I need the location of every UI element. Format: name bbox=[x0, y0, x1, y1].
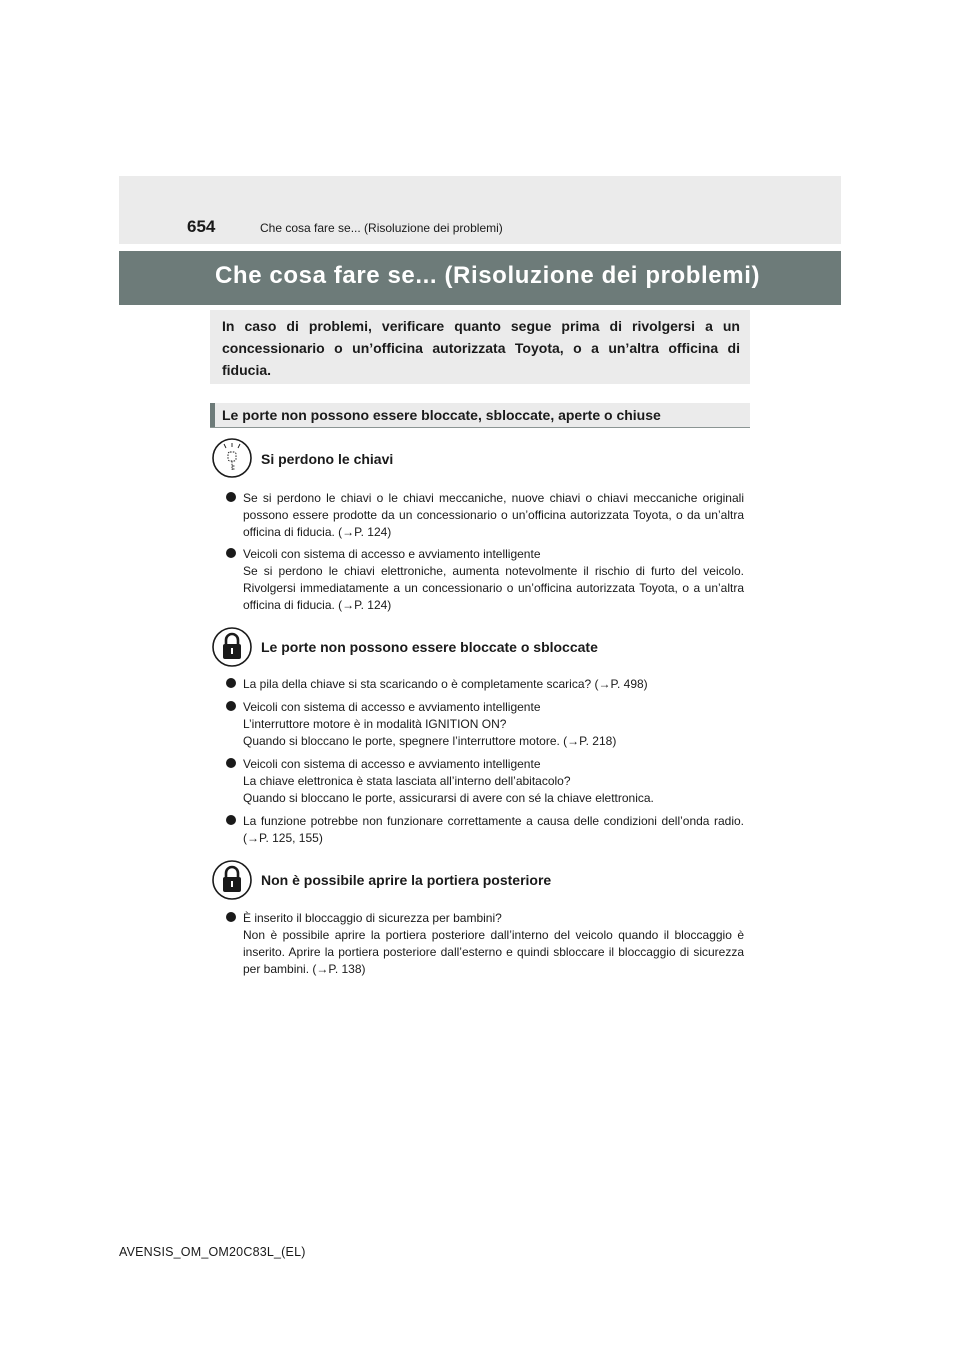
bullet-text: Quando si bloccano le porte, spegnere l’interruttore motore. (→P. 218) bbox=[243, 734, 617, 748]
bullet-text: Se si perdono le chiavi o le chiavi meccaniche, nuove chiavi o chiavi meccaniche originali possono essere prodotte da un concessionario o un’officina autorizzata Toyota, o da un’altra officina di fiducia. (→P. 124) bbox=[243, 491, 744, 539]
bullet-icon bbox=[226, 548, 236, 558]
padlock-icon bbox=[212, 860, 252, 900]
document-code: AVENSIS_OM_OM20C83L_(EL) bbox=[119, 1245, 306, 1259]
bullet-icon bbox=[226, 758, 236, 768]
subsection-title: Le porte non possono essere bloccate o sbloccate bbox=[261, 639, 598, 655]
bullet-icon bbox=[226, 815, 236, 825]
bullet-text: È inserito il bloccaggio di sicurezza per bambini? bbox=[243, 911, 502, 925]
running-title: Che cosa fare se... (Risoluzione dei problemi) bbox=[260, 221, 503, 235]
bullet-text: Se si perdono le chiavi elettroniche, aumenta notevolmente il rischio di furto del veicolo. Rivolgersi immediatamente a un concessionario o un’officina autorizzata Toyota, o a un’altra officina di fiducia. (→P. 124) bbox=[243, 564, 744, 612]
section-heading bbox=[210, 403, 750, 428]
subsection-title: Non è possibile aprire la portiera posteriore bbox=[261, 872, 552, 888]
intro-box bbox=[210, 310, 750, 384]
page-number: 654 bbox=[187, 217, 216, 236]
section-accent bbox=[210, 403, 215, 427]
bullet-text: La funzione potrebbe non funzionare correttamente a causa delle condizioni dell’onda radio. (→P. 125, 155) bbox=[243, 814, 744, 845]
bullet-icon bbox=[226, 492, 236, 502]
bullet-text: Veicoli con sistema di accesso e avviamento intelligente bbox=[243, 757, 541, 771]
bullet-text: Non è possibile aprire la portiera posteriore dall’interno del veicolo quando il bloccaggio è inserito. Aprire la portiera posteriore dall’esterno e quindi sbloccare il bloccaggio di sicurezza per bambini. (→P. 138) bbox=[243, 928, 744, 976]
title-band bbox=[119, 251, 841, 305]
bullet-text: Veicoli con sistema di accesso e avviamento intelligente bbox=[243, 700, 541, 714]
bullet-icon bbox=[226, 678, 236, 688]
padlock-icon bbox=[212, 627, 252, 667]
bullet-text: Quando si bloccano le porte, assicurarsi di avere con sé la chiave elettronica. bbox=[243, 791, 654, 805]
subsection-title: Si perdono le chiavi bbox=[261, 451, 394, 467]
section-heading-text: Le porte non possono essere bloccate, sbloccate, aperte o chiuse bbox=[222, 407, 661, 423]
key-icon bbox=[212, 438, 252, 478]
page-title: Che cosa fare se... (Risoluzione dei problemi) bbox=[215, 262, 761, 289]
bullet-text: L’interruttore motore è in modalità IGNITION ON? bbox=[243, 717, 507, 731]
bullet-text: La pila della chiave si sta scaricando o è completamente scarica? (→P. 498) bbox=[243, 677, 648, 691]
bullet-text: Veicoli con sistema di accesso e avviamento intelligente bbox=[243, 547, 541, 561]
bullet-text: La chiave elettronica è stata lasciata all’interno dell’abitacolo? bbox=[243, 774, 571, 788]
intro-text: In caso di problemi, verificare quanto segue prima di rivolgersi a un concessionario o un’officina autorizzata Toyota, o a un’altra officina di fiducia. bbox=[222, 318, 740, 378]
bullet-icon bbox=[226, 701, 236, 711]
bullet-icon bbox=[226, 912, 236, 922]
